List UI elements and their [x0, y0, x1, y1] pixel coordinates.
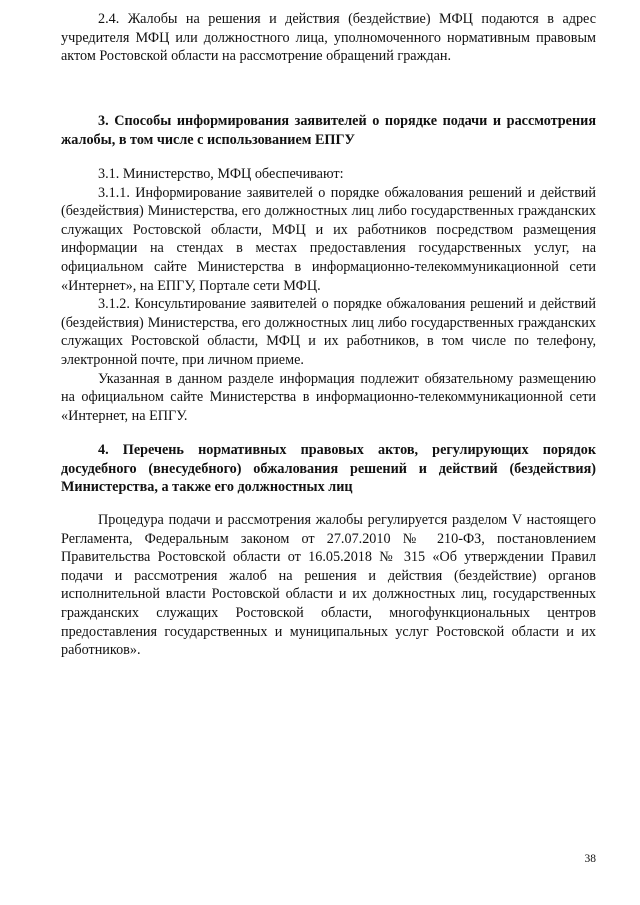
section-4-heading: 4. Перечень нормативных правовых актов, регулирующих порядок досудебного (внесудебного) обжалования решений и действий (бездействия) Министерства, а также его должностных лиц	[61, 442, 596, 496]
page-number: 38	[584, 853, 596, 865]
section-3-body	[61, 165, 596, 425]
section-4-heading-block	[61, 441, 596, 497]
paragraph-3-1-2: 3.1.2. Консультирование заявителей о порядке обжалования решений и действий (бездействия) Министерства, его должностных лиц либо государственных гражданских служащих Ростовской области, МФЦ и их работников, в том числе по телефону, электронной почте, при личном приеме.	[61, 296, 596, 368]
paragraph-4-body: Процедура подачи и рассмотрения жалобы регулируется разделом V настоящего Регламента, Федеральным законом от 27.07.2010 № 210-ФЗ, постановлением Правительства Ростовской области от 16.05.2018 № 315 «Об утверждении Правил подачи и рассмотрения жалоб на решения и действия (бездействие) органов исполнительной власти Ростовской области и их должностных лиц, государственных гражданских служащих Ростовской области, многофункциональных центров предоставления государственных и муниципальных услуг Ростовской области и их работников».	[61, 512, 596, 659]
paragraph-3-1-1: 3.1.1. Информирование заявителей о порядке обжалования решений и действий (бездействия) Министерства, его должностных лиц либо государственных гражданских служащих Ростовской области, МФЦ и их работников посредством размещения информации на стендах в местах предоставления государственных услуг, на официальном сайте Министерства в информационно-телекоммуникационной сети «Интернет», на ЕПГУ, Портале сети МФЦ.	[61, 184, 596, 294]
section-3-heading-block	[61, 112, 596, 149]
paragraph-2-4-text: 2.4. Жалобы на решения и действия (бездействие) МФЦ подаются в адрес учредителя МФЦ или должностного лица, уполномоченного нормативным правовым актом Ростовской области на рассмотрение обращений граждан.	[61, 11, 596, 65]
paragraph-2-4	[61, 10, 596, 66]
section-3-heading: 3. Способы информирования заявителей о порядке подачи и рассмотрения жалобы, в том числе с использованием ЕПГУ	[61, 113, 596, 148]
section-4-body-block	[61, 511, 596, 660]
paragraph-3-1: 3.1. Министерство, МФЦ обеспечивают:	[98, 166, 344, 182]
paragraph-3-note: Указанная в данном разделе информация подлежит обязательному размещению на официальном сайте Министерства в информационно-телекоммуникационной сети «Интернет, на ЕПГУ.	[61, 370, 596, 424]
